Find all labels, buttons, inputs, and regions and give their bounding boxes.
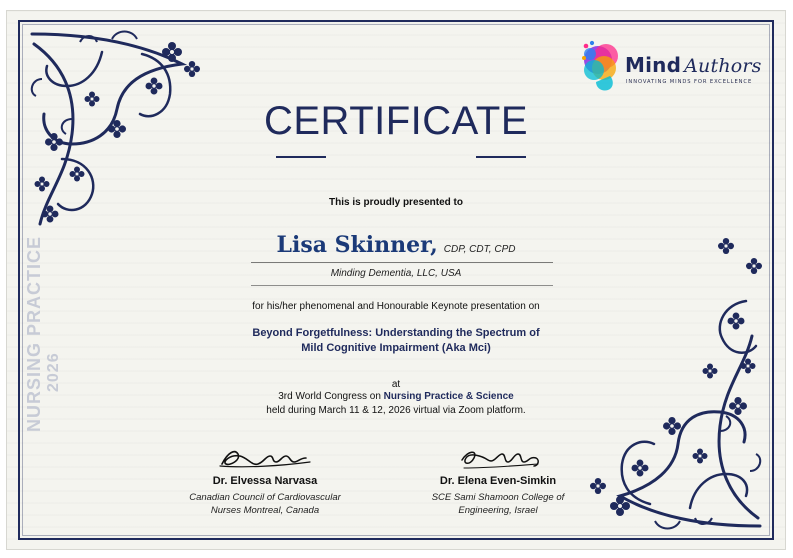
recipient-line	[6, 232, 786, 258]
signatory-1-affiliation-line-2: Nurses Montreal, Canada	[210, 505, 320, 516]
title-decoration-left	[276, 156, 326, 158]
presentation-title	[6, 326, 786, 356]
signatory-1	[160, 444, 370, 517]
signatory-2-affiliation-line-1: SCE Sami Shamoon College of	[431, 492, 565, 503]
signatory-2-affiliation-line-2: Engineering, Israel	[458, 505, 538, 516]
organization-underline	[251, 285, 553, 286]
signatory-2	[388, 444, 608, 517]
signatory-1-affiliation-line-1: Canadian Council of Cardiovascular	[189, 492, 341, 503]
title-decoration-right	[476, 156, 526, 158]
for-presentation-line: for his/her phenomenal and Honourable Keynote presentation on	[252, 301, 540, 312]
brain-head-icon	[580, 36, 624, 96]
certificate-paper	[6, 10, 786, 550]
signatory-2-affiliation	[388, 491, 608, 517]
mind-authors-logo	[580, 26, 762, 96]
congress-line	[6, 391, 786, 402]
held-line: held during March 11 & 12, 2026 virtual via Zoom platform.	[266, 405, 526, 416]
congress-prefix: 3rd World Congress on	[278, 391, 384, 402]
signatory-2-name: Dr. Elena Even-Simkin	[439, 475, 557, 487]
signatory-1-affiliation	[160, 491, 370, 517]
logo-brand-right: Authors	[684, 55, 762, 77]
recipient-organization: Minding Dementia, LLC, USA	[330, 268, 462, 279]
side-label	[24, 236, 63, 432]
at-text: at	[391, 379, 401, 390]
signature-1	[160, 444, 370, 472]
logo-tagline: INNOVATING MINDS FOR EXCELLENCE	[626, 79, 753, 85]
recipient-name: Lisa Skinner,	[276, 232, 438, 258]
side-label-line-1: NURSING PRACTICE	[24, 235, 44, 432]
signatory-1-name: Dr. Elvessa Narvasa	[212, 475, 318, 487]
presentation-title-line-1: Beyond Forgetfulness: Understanding the Spectrum of	[252, 327, 540, 339]
presented-to-text: This is proudly presented to	[329, 197, 463, 208]
certificate-title: CERTIFICATE	[263, 99, 529, 143]
recipient-underline	[251, 262, 553, 263]
logo-brand	[625, 53, 762, 77]
side-label-line-2: 2026	[45, 352, 62, 392]
signature-2	[388, 444, 608, 472]
recipient-credentials: CDP, CDT, CPD	[443, 244, 516, 255]
logo-brand-left: Mind	[625, 53, 682, 77]
congress-name: Nursing Practice & Science	[383, 391, 514, 402]
presentation-title-line-2: Mild Cognitive Impairment (Aka Mci)	[301, 342, 491, 354]
